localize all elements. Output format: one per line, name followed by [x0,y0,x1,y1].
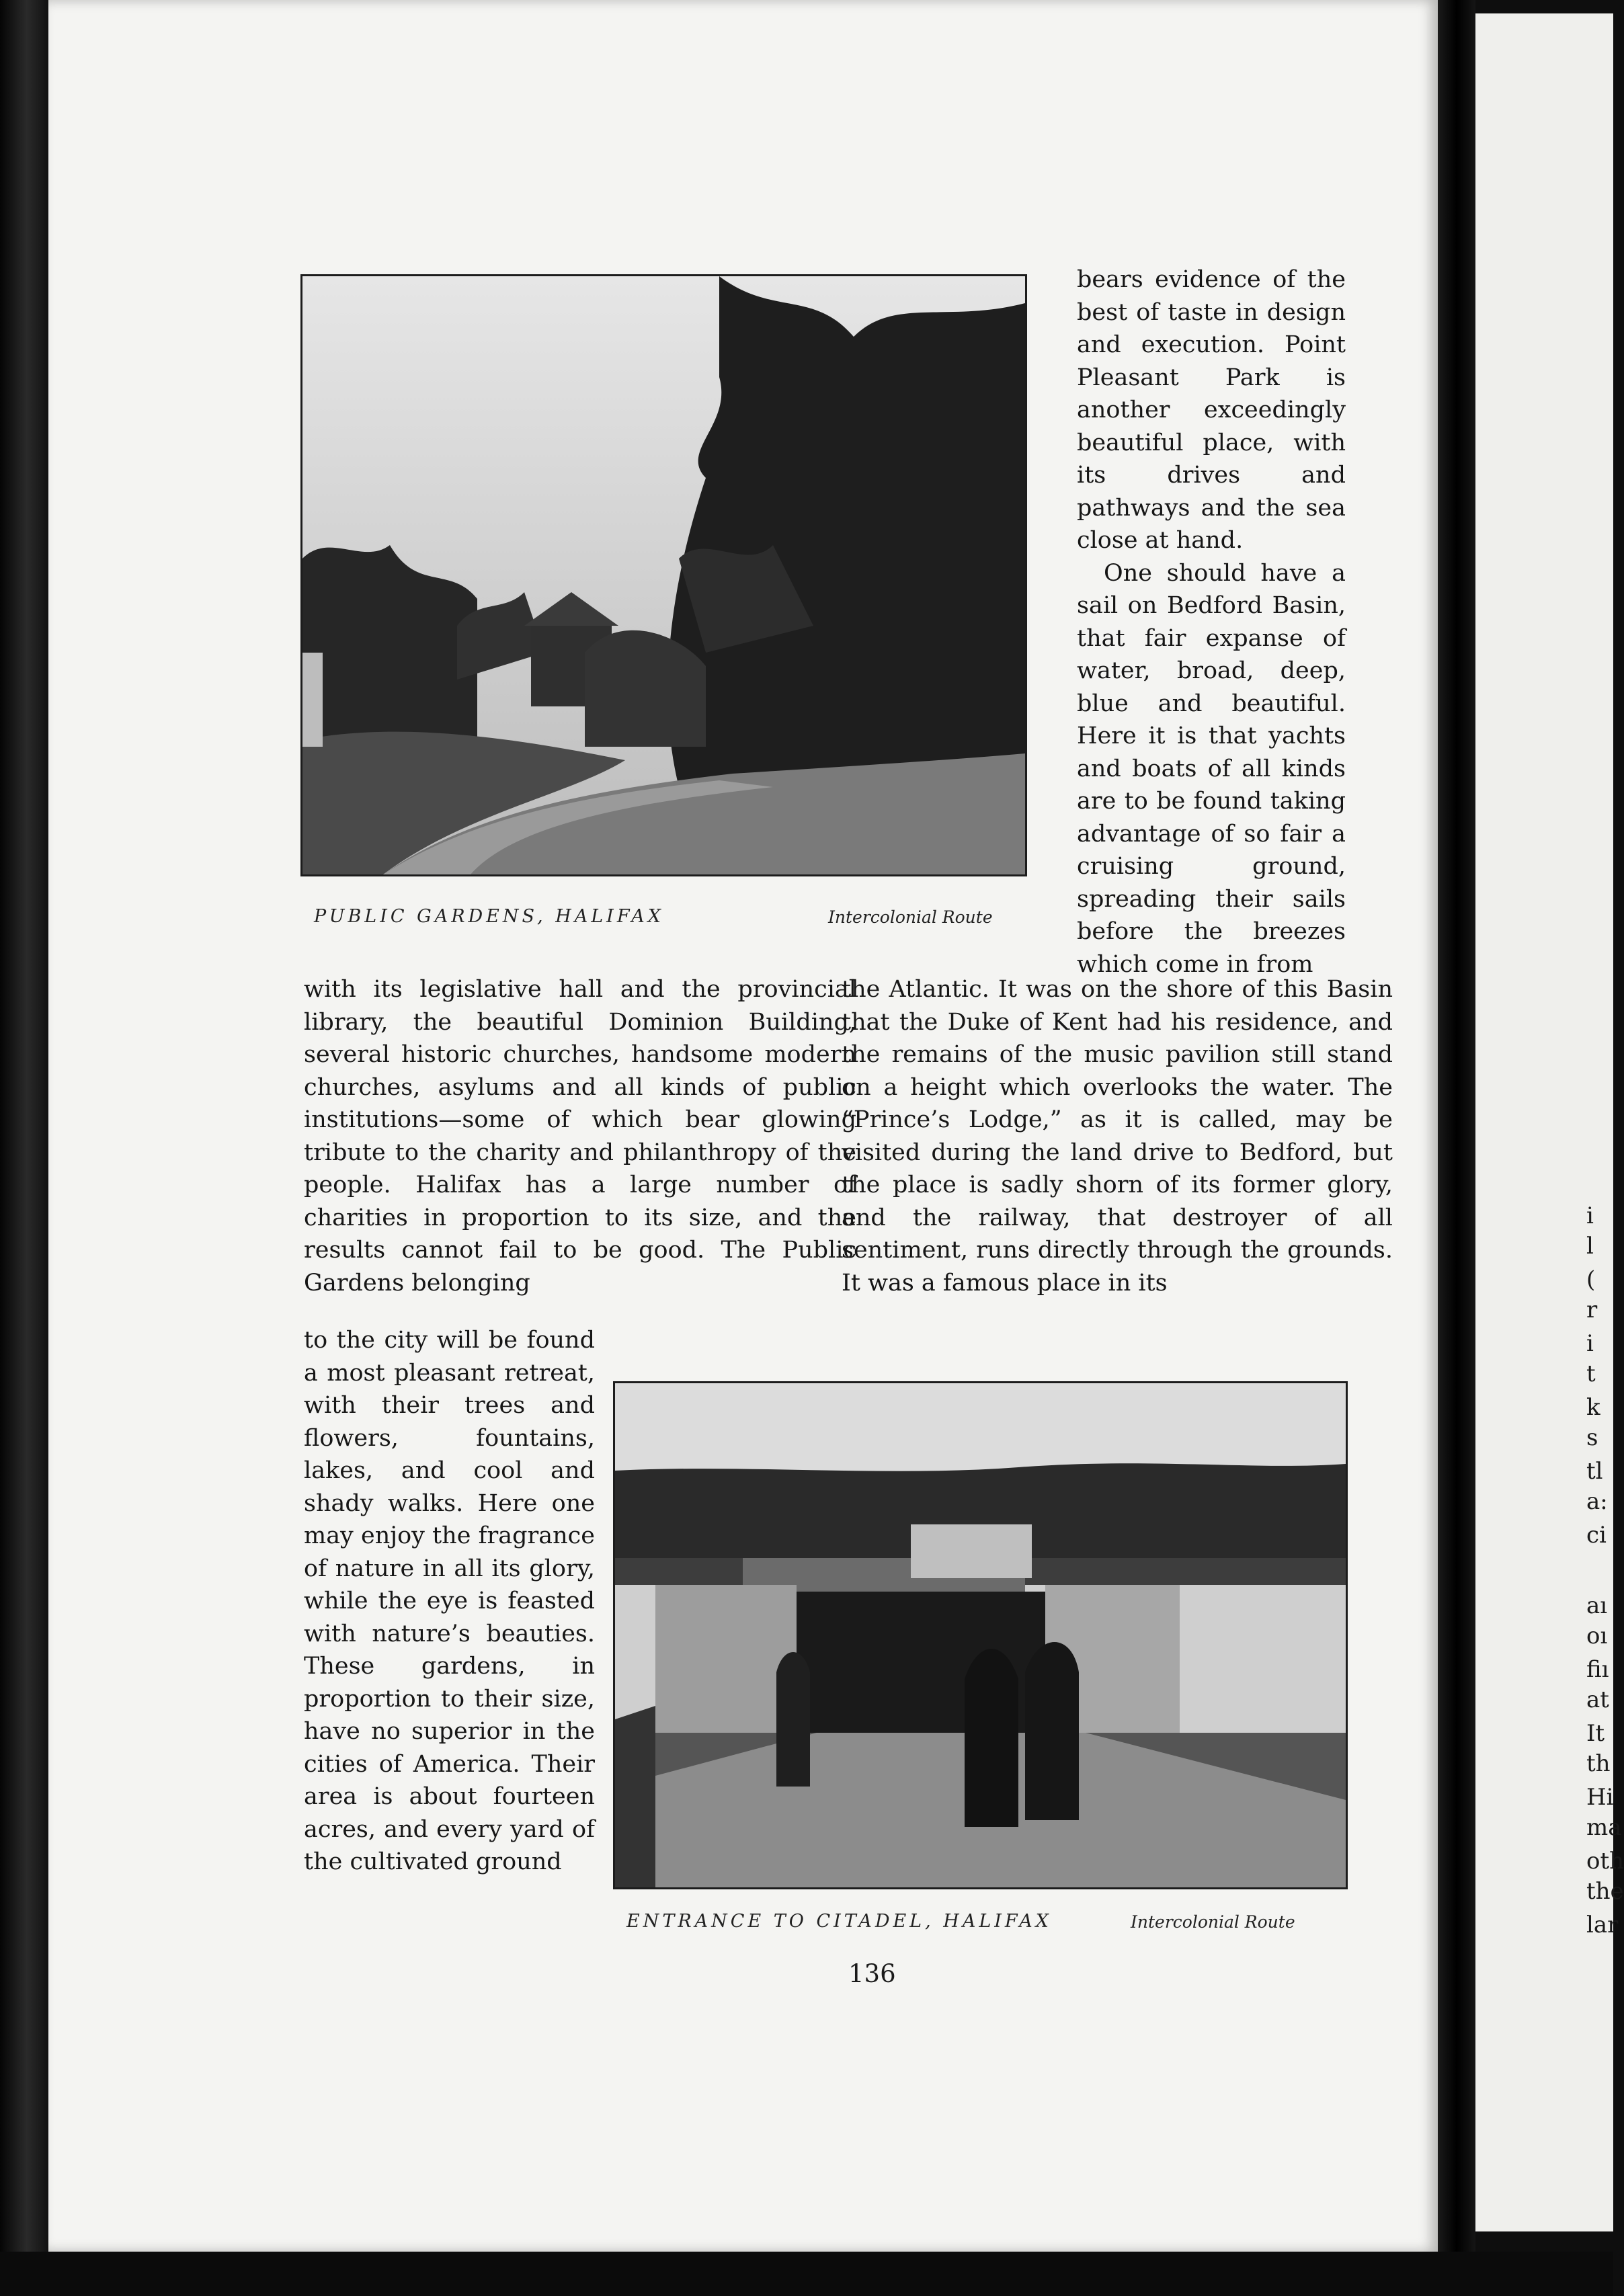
book-page [48,0,1438,2252]
facing-page-fragment: a: [1586,1488,1608,1515]
text-column-left-middle [304,973,856,1299]
book-gutter [1438,0,1475,2296]
facing-page-fragment: ma [1586,1814,1622,1841]
facing-page-fragment: aı [1586,1592,1608,1619]
paragraph: to the city will be found a most pleasant retreat, with their trees and flowers, fountains, lakes, and cool and shady walks. Here one may enjoy the fragrance of nature in all its glory, while the eye is feasted with nature’s beauties. These gardens, in proportion to their size, have no superior in the cities of America. Their area is about fourteen acres, and every yard of the cultivated ground [304,1327,595,1875]
facing-page-fragment: lar [1586,1912,1619,1938]
facing-page-fragment: ci [1586,1522,1607,1549]
facing-page-fragment: i [1586,1330,1594,1357]
scan-bottom-edge [0,2252,1613,2296]
facing-page-fragment: ( [1586,1266,1596,1293]
facing-page-fragment: l [1586,1233,1594,1260]
scan-edge [0,0,48,2296]
facing-page-fragment: oı [1586,1623,1608,1649]
facing-page-fragment: the [1586,1878,1624,1905]
facing-page-fragment: It [1586,1720,1605,1747]
facing-page-fragment: fiı [1586,1656,1609,1683]
paragraph: with its legislative hall and the provincial library, the beautiful Dominion Building, several historic churches, handsome modern churches, asylums and all kinds of public institutions—some of which bear glowing tribute to the charity and philanthropy of the people. Halifax has a large number of charities in proportion to its size, and the results cannot fail to be good. The Public Gardens belonging [304,976,856,1297]
figure-caption-public-gardens: PUBLIC GARDENS, HALIFAX [314,906,664,927]
facing-page-fragment: oth [1586,1848,1624,1875]
paragraph: One should have a sail on Bedford Basin, that fair expanse of water, broad, deep, blue and beautiful. Here it is that yachts and boats of all kinds are to be found taking advantage of so fair a cruising ground, spreading their sails before the breezes which come in from [1077,559,1346,978]
citadel-entrance-photo [613,1381,1348,1889]
figure-caption-citadel: ENTRANCE TO CITADEL, HALIFAX [626,1911,1053,1932]
figure-credit-public-gardens: Intercolonial Route [828,907,993,927]
paragraph: the Atlantic. It was on the shore of this Basin that the Duke of Kent had his residence, and the remains of the music pavilion still stand on a height which overlooks the water. The “Prince’s Lodge,” as it is called, may be visited during the land drive to Bedford, but the place is sadly shorn of its former glory, and the railway, that destroyer of all sentiment, runs directly through the grounds. It was a famous place in its [842,976,1393,1297]
text-column-right-middle [842,973,1393,1299]
figure-credit-citadel: Intercolonial Route [1131,1912,1295,1932]
page-number: 136 [848,1959,896,1988]
facing-page-fragment: s [1586,1424,1598,1451]
facing-page-fragment: tl [1586,1458,1603,1485]
facing-page [1475,13,1624,2231]
facing-page-fragment: Hi [1586,1784,1614,1811]
facing-page-fragment: k [1586,1394,1600,1421]
facing-page-fragment: at [1586,1686,1609,1713]
paragraph: bears evidence of the best of taste in design and execution. Point Pleasant Park is another exceedingly beautiful place, with its drives and pathways and the sea close at hand. [1077,266,1346,554]
text-column-right-top [1077,263,1346,981]
public-gardens-photo [300,274,1027,876]
facing-page-fragment: i [1586,1202,1594,1229]
facing-page-fragment: r [1586,1297,1598,1323]
facing-page-fragment: th [1586,1750,1611,1777]
facing-page-fragment: t [1586,1360,1596,1387]
text-column-left-bottom [304,1324,595,1879]
